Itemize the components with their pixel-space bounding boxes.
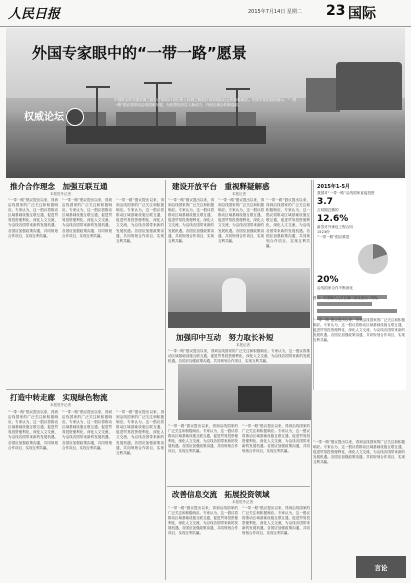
info-line: 1523份: [317, 230, 330, 234]
page-number: 23: [326, 3, 346, 19]
badge-label: 权威论坛: [24, 112, 64, 123]
article-headline: 加强印中互动 努力取长补短: [176, 333, 274, 342]
article-column: “一带一路”倡议提出以来，得到沿线国家的广泛关注和积极响应。专家认为，这一倡议将推动区域基础设施互联互通，促进贸易投资便利化，深化人文交流，为沿线各国带来新的发展机遇。各国应加强政策沟通，共同规划合作项目，实现互利共赢。: [168, 198, 214, 243]
photo-caption: 图为：中国海关人员在港口查验进出口货物。: [313, 296, 381, 300]
freight-train: [336, 62, 402, 110]
article-column: “一带一路”倡议提出以来，得到沿线国家的广泛关注和积极响应。专家认为，这一倡议将推动区域基础设施互联互通，促进贸易投资便利化，深化人文交流，为沿线各国带来新的发展机遇。各国应加强政策沟通，共同规划合作项目，实现互利共赢。: [242, 424, 310, 454]
article-column: “一带一路”倡议提出以来，得到沿线国家的广泛关注和积极响应。专家认为，这一倡议将推动区域基础设施互联互通，促进贸易投资便利化，深化人文交流，为沿线各国带来新的发展机遇。各国应加强政策沟通，共同规划合作项目，实现互利共赢。: [116, 410, 164, 455]
article-column: “一带一路”倡议提出以来，得到沿线国家的广泛关注和积极响应。专家认为，这一倡议将推动区域基础设施互联互通，促进贸易投资便利化，深化人文交流，为沿线各国带来新的发展机遇。各国应加强政策沟通，共同规划合作项目，实现互利共赢。: [168, 424, 238, 454]
article-column: “一带一路”倡议提出以来，得到沿线国家的广泛关注和积极响应。专家认为，这一倡议将推动区域基础设施互联互通，促进贸易投资便利化，深化人文交流，为沿线各国带来新的发展机遇。各国应加强政策沟通，共同规划合作项目，实现互利共赢。: [218, 198, 264, 243]
info-figure: 20%: [317, 275, 339, 285]
info-line: 新签对外承包工程合同: [317, 225, 353, 229]
badge-emblem-icon: [66, 108, 84, 126]
article-column: “一带一路”倡议提出以来，得到沿线国家的广泛关注和积极响应。专家认为，这一倡议将推动区域基础设施互联互通，促进贸易投资便利化，深化人文交流，为沿线各国带来新的发展机遇。各国应加强政策沟通，共同规划合作项目，实现互利共赢。: [62, 198, 112, 238]
dateline: 2015年7月14日 星期二: [248, 9, 302, 15]
article-column: “一带一路”倡议提出以来，得到沿线国家的广泛关注和积极响应。专家认为，这一倡议将推动区域基础设施互联互通，促进贸易投资便利化，深化人文交流，为沿线各国带来新的发展机遇。各国应加强政策沟通，共同规划合作项目，实现互利共赢。: [116, 198, 164, 243]
crane-arm: [86, 86, 110, 88]
info-bar: [317, 302, 372, 306]
crane: [96, 86, 98, 126]
article-column: “一带一路”倡议提出以来，得到沿线国家的广泛关注和积极响应。专家认为，这一倡议将推动区域基础设施互联互通，促进贸易投资便利化，深化人文交流，为沿线各国带来新的发展机遇。各国应加强政策沟通，共同规划合作项目，实现互利共赢。: [313, 440, 405, 465]
info-figure: 3.7: [317, 197, 333, 207]
news-photo: [178, 364, 312, 420]
info-line: 沿线国家合作不断深化: [317, 286, 353, 290]
info-line: 占同期总额的: [317, 208, 339, 212]
info-title: 2015年1-5月: [317, 184, 350, 190]
article-divider: [6, 389, 164, 390]
article-byline: 本报驻外记者: [232, 500, 253, 504]
info-line: “一带一路”倡议推进: [317, 235, 350, 239]
article-headline: 打造中转走廊 实现绿色物流: [10, 393, 108, 402]
main-headline: 外国专家眼中的“一带一路”愿景: [32, 44, 247, 62]
news-photo: [168, 268, 310, 328]
masthead: [0, 0, 411, 27]
article-byline: 本报记者: [236, 343, 250, 347]
intro-text: 中国推出的共建丝绸之路经济带和21世纪海上丝绸之路倡议得到国际社会的积极响应。外国专家们纷纷表示，“一带一路”倡议将带动沿线国家发展，为世界经济注入新动力，开创区域合作新局面。: [114, 98, 297, 108]
article-column: “一带一路”倡议提出以来，得到沿线国家的广泛关注和积极响应。专家认为，这一倡议将推动区域基础设施互联互通，促进贸易投资便利化，深化人文交流，为沿线各国带来新的发展机遇。各国应加强政策沟通，共同规划合作项目，实现互利共赢。: [242, 506, 310, 536]
crane-arm: [144, 82, 172, 84]
cargo-ship: [66, 126, 266, 144]
article-column: “一带一路”倡议提出以来，得到沿线国家的广泛关注和积极响应。专家认为，这一倡议将推动区域基础设施互联互通，促进贸易投资便利化，深化人文交流，为沿线各国带来新的发展机遇。各国应加强政策沟通，共同规划合作项目，实现互利共赢。: [8, 410, 58, 450]
article-column: “一带一路”倡议提出以来，得到沿线国家的广泛关注和积极响应。专家认为，这一倡议将推动区域基础设施互联互通，促进贸易投资便利化，深化人文交流，为沿线各国带来新的发展机遇。各国应加强政策沟通，共同规划合作项目，实现互利共赢。: [168, 506, 238, 536]
container-stack: [186, 112, 256, 126]
article-byline: 本报驻外记者: [50, 192, 71, 196]
section-title: 国际: [348, 6, 376, 22]
info-bar: [317, 309, 397, 313]
crane-arm: [226, 88, 250, 90]
article-column: “一带一路”倡议提出以来，得到沿线国家的广泛关注和积极响应。专家认为，这一倡议将推动区域基础设施互联互通，促进贸易投资便利化，深化人文交流，为沿线各国带来新的发展机遇。各国应加强政策沟通，共同规划合作项目，实现互利共赢。: [266, 198, 310, 248]
article-column: “一带一路”倡议提出以来，得到沿线国家的广泛关注和积极响应。专家认为，这一倡议将推动区域基础设施互联互通，促进贸易投资便利化，深化人文交流，为沿线各国带来新的发展机遇。各国应加强政策沟通，共同规划合作项目，实现互利共赢。: [62, 410, 112, 450]
article-column: “一带一路”倡议提出以来，得到沿线国家的广泛关注和积极响应。专家认为，这一倡议将推动区域基础设施互联互通，促进贸易投资便利化，深化人文交流，为沿线各国带来新的发展机遇。各国应加强政策沟通，共同规划合作项目，实现互利共赢。: [8, 198, 58, 238]
article-divider: [167, 486, 310, 487]
article-byline: 本报驻外记者: [50, 403, 71, 407]
photo-equipment: [238, 386, 272, 412]
article-headline: 推介合作理念 加强互联互通: [10, 182, 108, 191]
commentary-corner: 言论: [356, 556, 406, 578]
photo-desk: [168, 312, 310, 328]
column-divider: [311, 180, 312, 580]
info-figure: 12.6%: [317, 214, 349, 224]
newspaper-logo: 人民日报: [8, 7, 61, 22]
column-divider: [165, 180, 166, 580]
article-column: “一带一路”倡议提出以来，得到沿线国家的广泛关注和积极响应。专家认为，这一倡议将推动区域基础设施互联互通，促进贸易投资便利化，深化人文交流，为沿线各国带来新的发展机遇。各国应加强政策沟通，共同规划合作项目，实现互利共赢。: [168, 349, 310, 363]
forum-badge: [24, 108, 84, 126]
article-byline: 本报记者: [232, 192, 246, 196]
article-column: “一带一路”倡议提出以来，得到沿线国家的广泛关注和积极响应。专家认为，这一倡议将推动区域基础设施互联互通，促进贸易投资便利化，深化人文交流，为沿线各国带来新的发展机遇。各国应加强政策沟通，共同规划合作项目，实现互利共赢。: [313, 318, 405, 343]
freight-train: [306, 78, 340, 112]
article-headline: 改善信息交流 拓展投资领域: [172, 490, 270, 499]
info-line: 我国对“一带一路”沿线国家直接投资: [317, 191, 375, 195]
hero-photo: [6, 28, 405, 178]
info-pie: [358, 244, 388, 274]
container-stack: [116, 112, 176, 126]
article-headline: 建设开放平台 重视释疑解惑: [172, 182, 270, 191]
